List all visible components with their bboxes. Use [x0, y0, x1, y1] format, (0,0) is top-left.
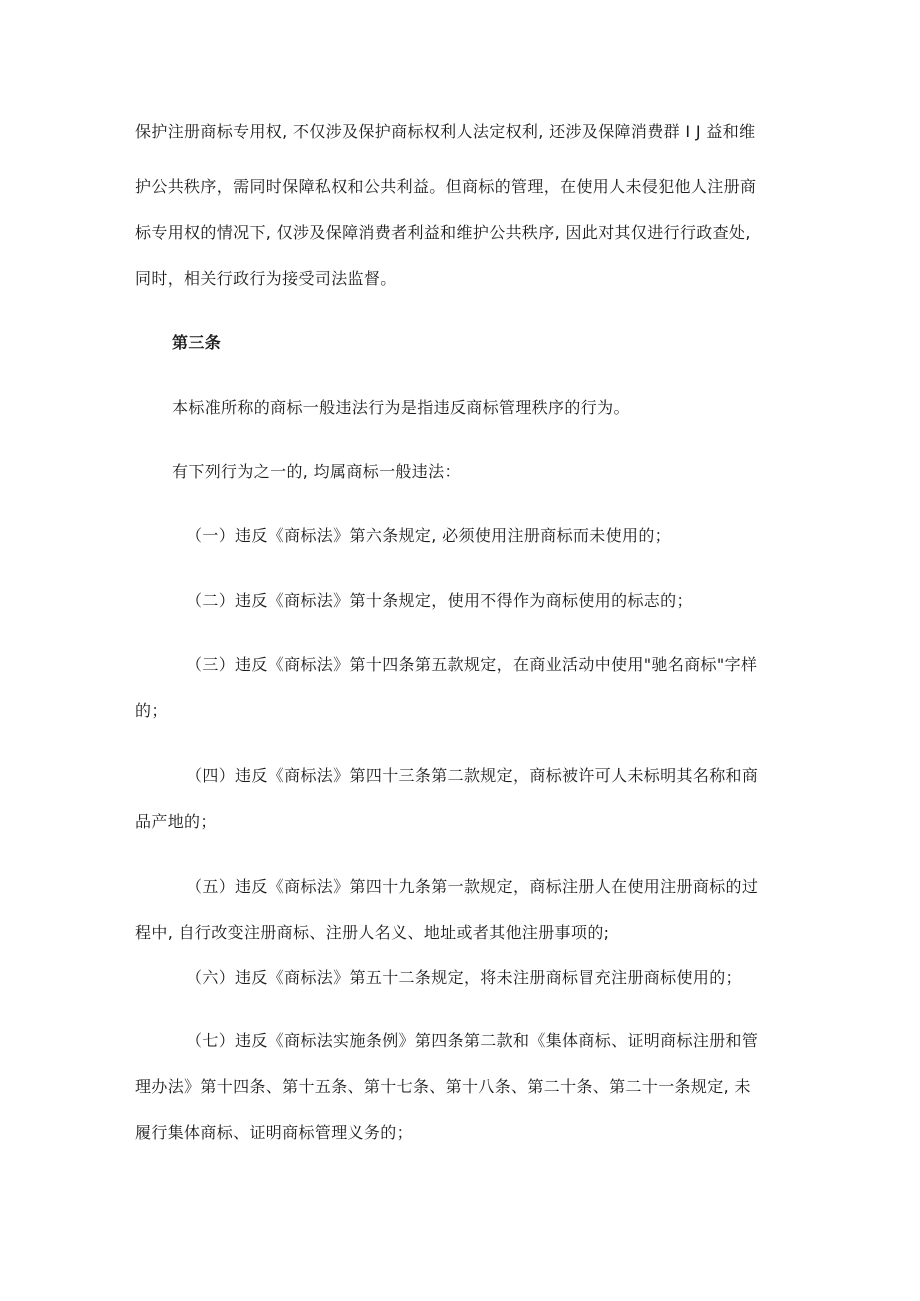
list-item-4-line-2: 品产地的； [135, 812, 217, 831]
intro-line-4: 同时，相关行政行为接受司法监督。 [135, 269, 397, 288]
list-item-5-line-2: 程中, 自行改变注册商标、注册人名义、地址或者其他注册事项的; [135, 923, 610, 942]
intro-line-2: 护公共秩序，需同时保障私权和公共利益。但商标的管理，在使用人未侵犯他人注册商 [135, 177, 757, 196]
list-item-3-line-1: （三）违反《商标法》第十四条第五款规定，在商业活动中使用"驰名商标"字样 [186, 655, 758, 674]
list-item-2-line-1: （二）违反《商标法》第十条规定，使用不得作为商标使用的标志的； [186, 591, 693, 610]
intro-line-1: 保护注册商标专用权, 不仅涉及保护商标权利人法定权利, 还涉及保障消费群 I J 益和维 [135, 122, 756, 141]
list-intro: 有下列行为之一的, 均属商标一般违法： [172, 462, 461, 481]
list-item-1-line-1: （一）违反《商标法》第六条规定, 必须使用注册商标而未使用的； [186, 526, 672, 545]
list-item-7-line-1: （七）违反《商标法实施条例》第四条第二款和《集体商标、证明商标注册和管 [186, 1031, 759, 1050]
list-item-3-line-2: 的； [135, 701, 168, 720]
article-definition: 本标准所称的商标一般违法行为是指违反商标管理秩序的行为。 [172, 398, 630, 417]
intro-line-3: 标专用权的情况下, 仅涉及保障消费者利益和维护公共秩序, 因此对其仅进行行政查处, [135, 223, 751, 242]
list-item-7-line-3: 履行集体商标、证明商标管理义务的； [135, 1123, 413, 1142]
list-item-4-line-1: （四）违反《商标法》第四十三条第二款规定，商标被许可人未标明其名称和商 [186, 766, 759, 785]
article-heading: 第三条 [172, 333, 222, 352]
list-item-6-line-1: （六）违反《商标法》第五十二条规定，将未注册商标冒充注册商标使用的； [186, 968, 742, 987]
list-item-7-line-2: 理办法》第十四条、第十五条、第十七条、第十八条、第二十条、第二十一条规定, 未 [135, 1077, 751, 1096]
list-item-5-line-1: （五）违反《商标法》第四十九条第一款规定，商标注册人在使用注册商标的过 [186, 877, 759, 896]
